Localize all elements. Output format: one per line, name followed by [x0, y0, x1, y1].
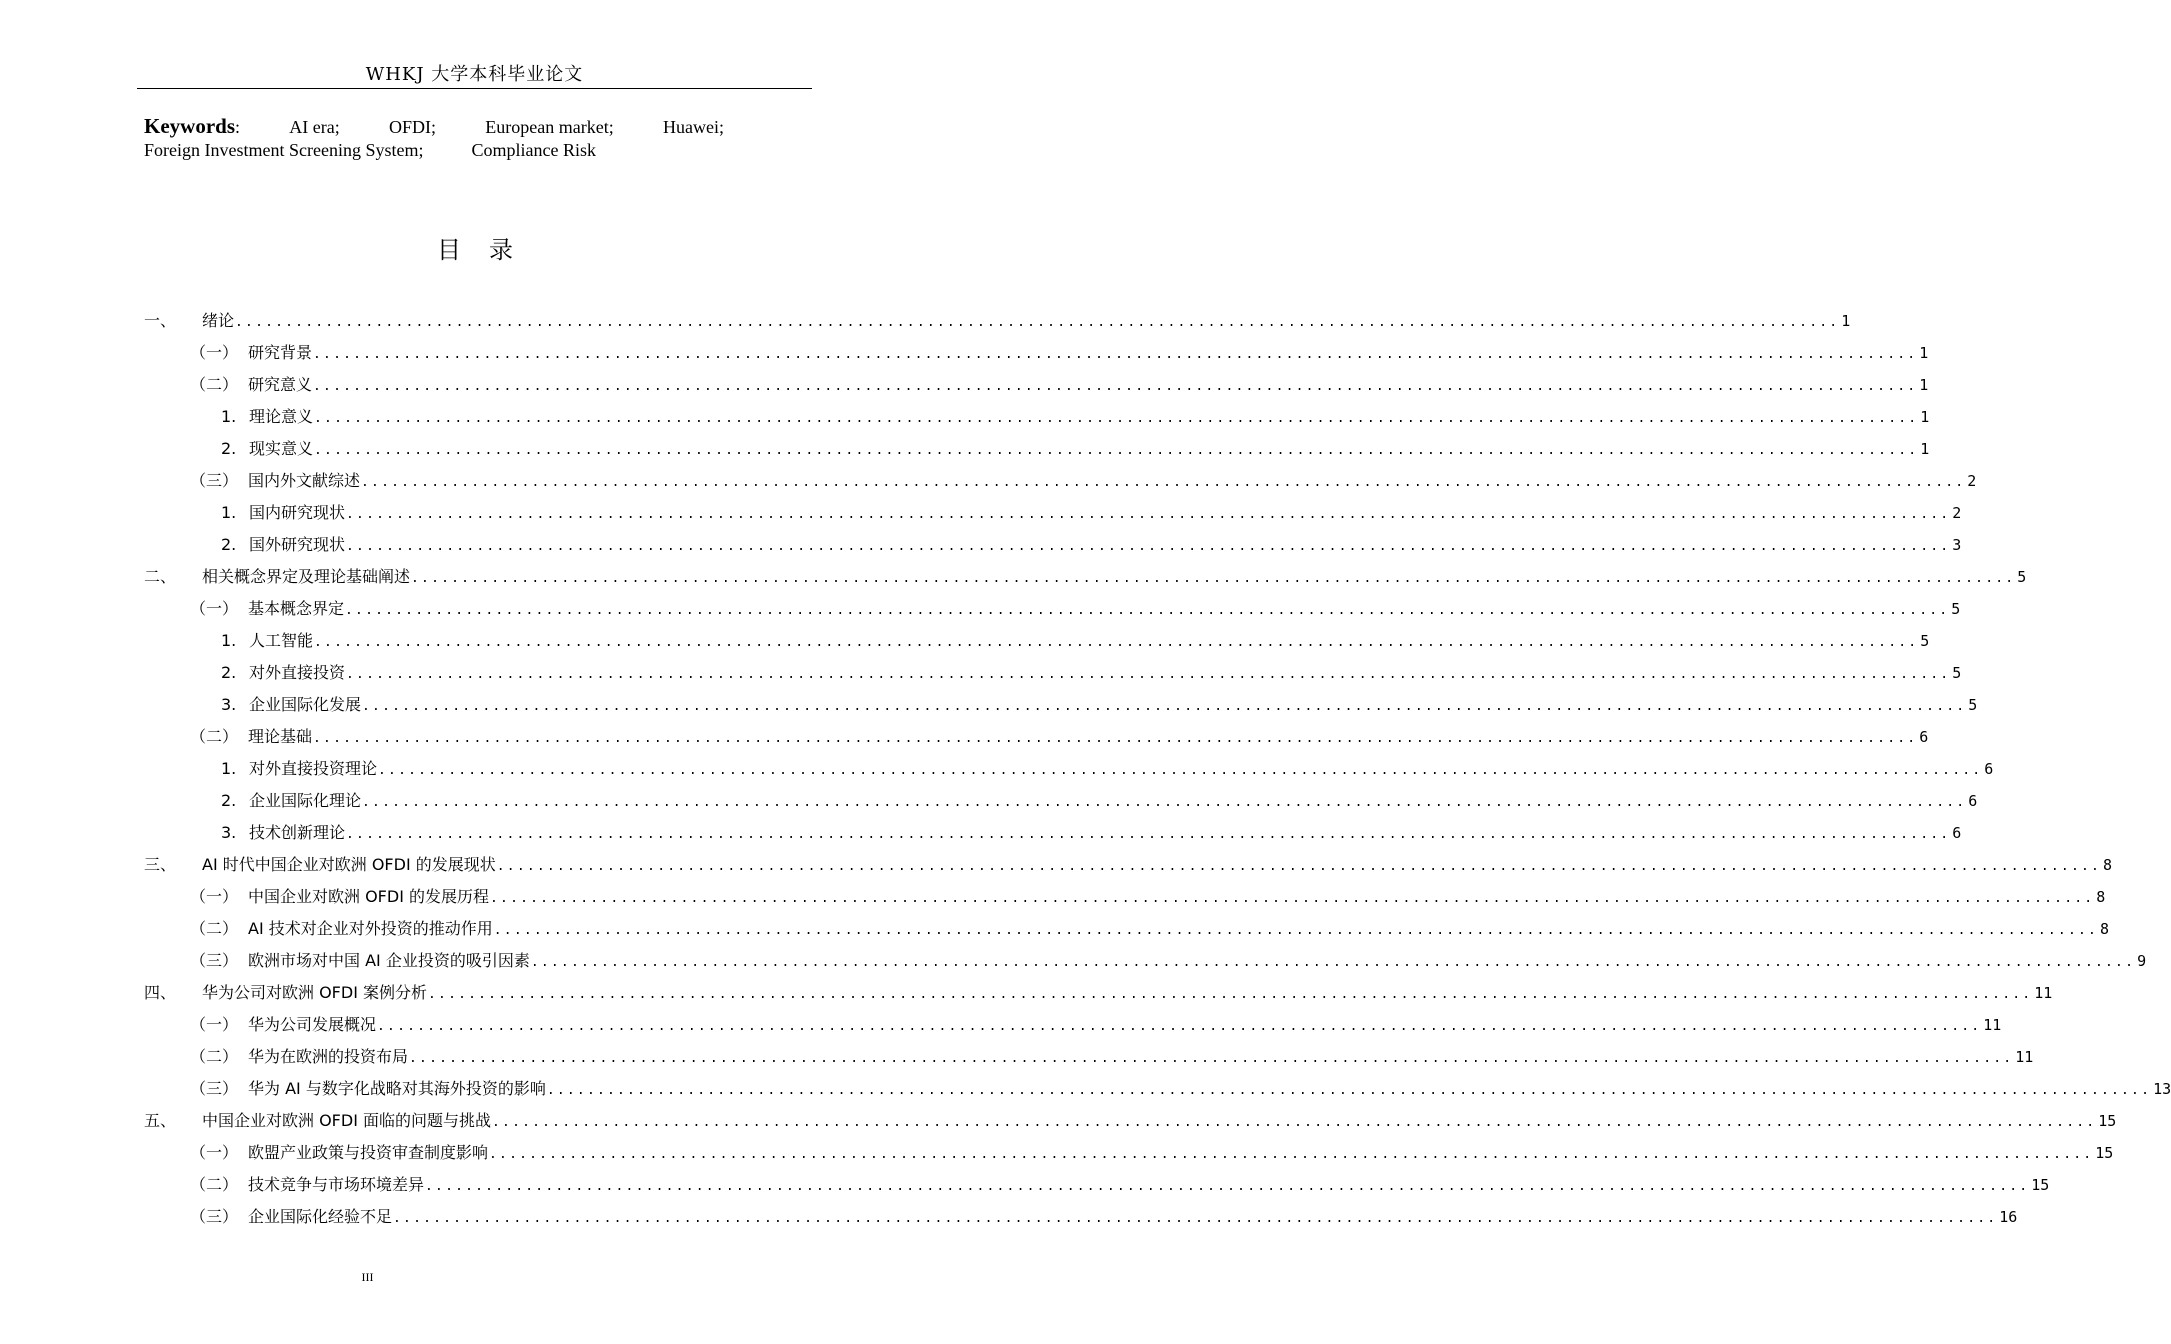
toc-entry-number: 1.: [221, 759, 237, 778]
toc-dot-leader: ................................................................................................................................................................: [345, 603, 1950, 618]
toc-entry-number: 1.: [221, 407, 237, 426]
toc-entry-page: 15: [2098, 1112, 2117, 1130]
keyword-item: Huawei;: [663, 117, 724, 137]
toc-entry-number: 一、: [144, 311, 177, 330]
toc-entry-page: 1: [1841, 312, 1851, 330]
toc-entry[interactable]: [221, 499, 1962, 527]
toc-dot-leader: ................................................................................................................................................................: [361, 475, 1966, 490]
toc-entry-number: 1.: [221, 503, 237, 522]
keyword-item: Foreign Investment Screening System;: [144, 140, 424, 160]
toc-entry-title: 国外研究现状: [249, 535, 346, 554]
toc-entry-title: 华为公司对欧洲 OFDI 案例分析: [202, 983, 428, 1002]
toc-entry-page: 11: [2015, 1048, 2034, 1066]
toc-entry-number: 2.: [221, 439, 237, 458]
toc-dot-leader: ................................................................................................................................................................: [492, 1115, 2097, 1130]
toc-entry-number: 2.: [221, 791, 237, 810]
toc-dot-leader: ................................................................................................................................................................: [314, 443, 1919, 458]
toc-entry-title: 国内外文献综述: [248, 471, 361, 490]
toc-entry[interactable]: [190, 1203, 2018, 1231]
toc-entry[interactable]: [190, 595, 1961, 623]
keywords-line-1: [144, 115, 724, 139]
toc-dot-leader: ................................................................................................................................................................: [314, 635, 1919, 650]
toc-entry-title: 企业国际化理论: [249, 791, 362, 810]
toc-entry-title: 华为公司发展概况: [248, 1015, 377, 1034]
toc-entry-number: （一）: [190, 1143, 239, 1162]
toc-dot-leader: ................................................................................................................................................................: [313, 347, 1918, 362]
toc-entry[interactable]: [221, 659, 1962, 687]
toc-dot-leader: ................................................................................................................................................................: [313, 731, 1918, 746]
toc-entry-title: 国内研究现状: [249, 503, 346, 522]
toc-entry-number: （一）: [190, 887, 239, 906]
toc-entry[interactable]: [190, 1171, 2050, 1199]
toc-entry-page: 8: [2100, 920, 2110, 938]
toc-entry[interactable]: [190, 883, 2106, 911]
toc-entry-page: 1: [1920, 440, 1930, 458]
page-header: [137, 62, 812, 89]
toc-entry-title: 华为 AI 与数字化战略对其海外投资的影响: [248, 1079, 546, 1098]
toc-entry-title: AI 技术对企业对外投资的推动作用: [248, 919, 493, 938]
toc-entry[interactable]: [221, 403, 1930, 431]
toc-entry-title: 对外直接投资理论: [249, 759, 378, 778]
toc-entry[interactable]: [190, 1075, 2171, 1103]
keyword-item: European market;: [485, 117, 614, 137]
toc-dot-leader: ................................................................................................................................................................: [314, 411, 1919, 426]
toc-entry-title: 基本概念界定: [248, 599, 345, 618]
toc-entry[interactable]: [190, 947, 2147, 975]
toc-entry-title: 华为在欧洲的投资布局: [248, 1047, 409, 1066]
toc-entry-title: 现实意义: [249, 439, 314, 458]
toc-entry-title: 相关概念界定及理论基础阐述: [202, 567, 411, 586]
toc-entry-title: 中国企业对欧洲 OFDI 面临的问题与挑战: [202, 1111, 492, 1130]
toc-dot-leader: ................................................................................................................................................................: [346, 507, 1951, 522]
toc-dot-leader: ................................................................................................................................................................: [490, 891, 2095, 906]
toc-entry-page: 5: [1952, 664, 1962, 682]
toc-entry-page: 13: [2153, 1080, 2171, 1098]
toc-entry-number: （三）: [190, 1207, 239, 1226]
toc-entry-page: 11: [1983, 1016, 2002, 1034]
keywords-block: [144, 115, 744, 162]
toc-entry-title: 欧洲市场对中国 AI 企业投资的吸引因素: [248, 951, 530, 970]
toc-entry-number: （二）: [190, 1175, 239, 1194]
toc-entry-page: 5: [1951, 600, 1961, 618]
toc-entry-number: 二、: [144, 567, 177, 586]
toc-entry-number: （二）: [190, 375, 239, 394]
toc-entry-page: 9: [2137, 952, 2147, 970]
toc-entry-number: （三）: [190, 1079, 239, 1098]
toc-entry[interactable]: [190, 1011, 2002, 1039]
toc-entry-page: 2: [1952, 504, 1962, 522]
toc-entry[interactable]: [221, 627, 1930, 655]
toc-entry-title: 企业国际化经验不足: [248, 1207, 393, 1226]
toc-entry-number: 3.: [221, 823, 237, 842]
toc-entry-number: （二）: [190, 919, 239, 938]
toc-entry-page: 6: [1952, 824, 1962, 842]
toc-dot-leader: ................................................................................................................................................................: [496, 859, 2102, 874]
keywords-label-wrap: Keywords:: [144, 114, 241, 138]
toc-dot-leader: ................................................................................................................................................................: [546, 1083, 2152, 1098]
toc-dot-leader: ................................................................................................................................................................: [346, 667, 1951, 682]
toc-entry-number: 3.: [221, 695, 237, 714]
toc-entry-page: 5: [2017, 568, 2027, 586]
toc-entry-page: 8: [2103, 856, 2113, 874]
toc-entry-number: 四、: [144, 983, 177, 1002]
toc-title: 目录: [437, 236, 541, 264]
toc-entry-page: 3: [1952, 536, 1962, 554]
toc-entry-page: 1: [1919, 344, 1929, 362]
toc-dot-leader: ................................................................................................................................................................: [346, 827, 1951, 842]
toc-dot-leader: ................................................................................................................................................................: [425, 1179, 2030, 1194]
toc-entry-number: 五、: [144, 1111, 177, 1130]
toc-dot-leader: ................................................................................................................................................................: [313, 379, 1918, 394]
toc-entry-page: 5: [1920, 632, 1930, 650]
toc-dot-leader: ................................................................................................................................................................: [362, 699, 1967, 714]
toc-entry[interactable]: [190, 339, 1929, 367]
toc-dot-leader: ................................................................................................................................................................: [393, 1211, 1998, 1226]
toc-entry[interactable]: [190, 467, 1977, 495]
toc-entry-number: 2.: [221, 535, 237, 554]
keywords-label: Keywords: [144, 114, 235, 138]
toc-entry[interactable]: [144, 1107, 2117, 1135]
toc-entry-number: 1.: [221, 631, 237, 650]
toc-entry-title: AI 时代中国企业对欧洲 OFDI 的发展现状: [202, 855, 496, 874]
toc-dot-leader: ................................................................................................................................................................: [377, 1019, 1982, 1034]
toc-entry-number: 2.: [221, 663, 237, 682]
toc-entry[interactable]: [144, 563, 2027, 591]
toc-entry[interactable]: [144, 979, 2053, 1007]
toc-entry-number: （一）: [190, 1015, 239, 1034]
toc-entry[interactable]: [221, 819, 1962, 847]
toc-entry[interactable]: [221, 691, 1978, 719]
toc-dot-leader: ................................................................................................................................................................: [378, 763, 1983, 778]
toc-entry-page: 15: [2095, 1144, 2114, 1162]
toc-entry-page: 15: [2031, 1176, 2050, 1194]
toc-entry[interactable]: [190, 1043, 2034, 1071]
toc-entry-number: （一）: [190, 599, 239, 618]
toc-dot-leader: ................................................................................................................................................................: [346, 539, 1951, 554]
toc-entry-title: 理论意义: [249, 407, 314, 426]
toc-entry-page: 6: [1984, 760, 1994, 778]
toc-entry-page: 6: [1968, 792, 1978, 810]
keyword-item: AI era;: [289, 117, 340, 137]
keywords-line-2: [144, 139, 744, 162]
toc-dot-leader: ................................................................................................................................................................: [530, 955, 2136, 970]
toc-entry[interactable]: [190, 915, 2110, 943]
toc-entry-number: （二）: [190, 727, 239, 746]
header-title: WHKJ 大学本科毕业论文: [365, 64, 584, 85]
toc-entry-page: 11: [2034, 984, 2053, 1002]
toc-dot-leader: ................................................................................................................................................................: [409, 1051, 2014, 1066]
toc-entry[interactable]: [221, 755, 1994, 783]
toc-entry[interactable]: [190, 1139, 2114, 1167]
toc-entry-page: 5: [1968, 696, 1978, 714]
toc-entry-page: 1: [1919, 376, 1929, 394]
toc-dot-leader: ................................................................................................................................................................: [493, 923, 2099, 938]
toc-dot-leader: ................................................................................................................................................................: [362, 795, 1967, 810]
keyword-item: OFDI;: [389, 117, 437, 137]
toc-entry-title: 中国企业对欧洲 OFDI 的发展历程: [248, 887, 490, 906]
toc-entry-page: 6: [1919, 728, 1929, 746]
toc-entry[interactable]: [221, 787, 1978, 815]
toc-dot-leader: ................................................................................................................................................................: [235, 315, 1840, 330]
toc-entry-title: 理论基础: [248, 727, 313, 746]
toc-entry-title: 对外直接投资: [249, 663, 346, 682]
toc-entry-number: （一）: [190, 343, 239, 362]
toc-entry-page: 8: [2096, 888, 2106, 906]
toc-entry-title: 企业国际化发展: [249, 695, 362, 714]
toc-entry-number: （三）: [190, 471, 239, 490]
toc-entry[interactable]: [144, 307, 1851, 335]
toc-entry[interactable]: [190, 723, 1929, 751]
toc-dot-leader: ................................................................................................................................................................: [428, 987, 2033, 1002]
toc-entry[interactable]: [221, 435, 1930, 463]
toc-entry-title: 人工智能: [249, 631, 314, 650]
toc-entry-title: 研究背景: [248, 343, 313, 362]
toc-entry-number: （三）: [190, 951, 239, 970]
toc-entry[interactable]: [190, 371, 1929, 399]
toc-entry-title: 研究意义: [248, 375, 313, 394]
toc-entry-number: （二）: [190, 1047, 239, 1066]
toc-entry-title: 欧盟产业政策与投资审查制度影响: [248, 1143, 489, 1162]
toc-entry-page: 1: [1920, 408, 1930, 426]
toc-dot-leader: ................................................................................................................................................................: [411, 571, 2016, 586]
toc-entry-page: 2: [1967, 472, 1977, 490]
toc-entry[interactable]: [144, 851, 2113, 879]
toc-entry-title: 技术创新理论: [249, 823, 346, 842]
toc-entry-title: 绪论: [202, 311, 235, 330]
toc-entry[interactable]: [221, 531, 1962, 559]
toc-entry-title: 技术竞争与市场环境差异: [248, 1175, 425, 1194]
keyword-item: Compliance Risk: [471, 140, 596, 160]
toc-dot-leader: ................................................................................................................................................................: [489, 1147, 2094, 1162]
toc-entry-page: 16: [1999, 1208, 2018, 1226]
page-number: III: [361, 1270, 374, 1284]
toc-entry-number: 三、: [144, 855, 177, 874]
